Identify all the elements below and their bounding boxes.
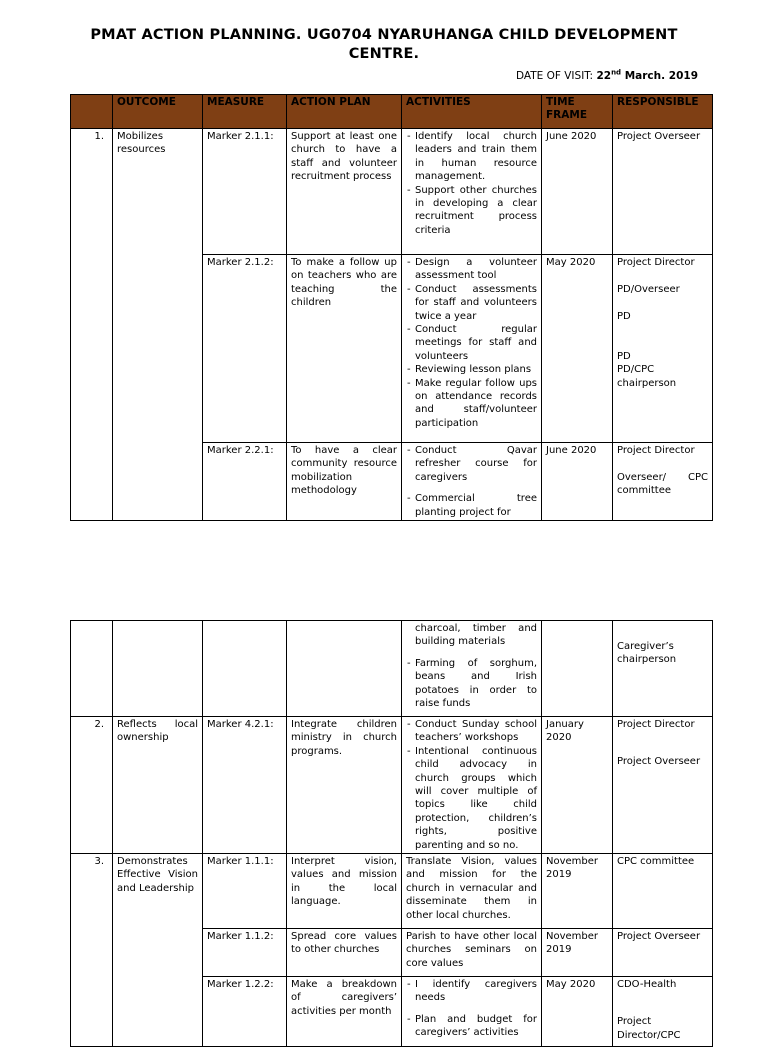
visit-day: 22 xyxy=(596,70,612,82)
responsible-cell xyxy=(613,977,713,1047)
responsible-entry: PD/Overseer xyxy=(617,283,680,295)
outcome-cell: Demonstrates Effective Vision and Leadership xyxy=(113,854,203,1047)
activity-item: - Conduct regular meetings for staff and volunteers xyxy=(406,323,537,363)
responsible-entry: PD/CPC chairperson xyxy=(617,364,677,389)
col-header-responsible: RESPONSIBLE xyxy=(613,95,713,129)
document-title: PMAT ACTION PLANNING. UG0704 NYARUHANGA CHILD DEVELOPMENT CENTRE. xyxy=(90,27,678,62)
activity-item: - Design a volunteer assessment tool xyxy=(406,256,537,283)
activities-cell: Translate Vision, values and mission for the church in vernacular and disseminate them in other local churches. xyxy=(402,854,542,929)
row-number: 2. xyxy=(71,717,113,854)
responsible-entry: Overseer/ CPC committee xyxy=(617,471,708,497)
action-plan-cell: Interpret vision, values and mission in the local language. xyxy=(287,854,402,929)
time-frame-cell: January 2020 xyxy=(542,717,613,854)
responsible-entry: Caregiver’s chairperson xyxy=(617,641,677,666)
col-header-outcome: OUTCOME xyxy=(113,95,203,129)
activities-cell xyxy=(402,129,542,255)
activity-item: - Support other churches in developing a clear recruitment process criteria xyxy=(406,184,537,238)
time-frame-cell: May 2020 xyxy=(542,255,613,443)
activities-cell xyxy=(402,621,542,717)
action-plan-table-page-2 xyxy=(70,620,713,1047)
responsible-cell xyxy=(613,443,713,521)
measure-cell: Marker 1.1.2: xyxy=(203,929,287,977)
responsible-entry: Project Overseer xyxy=(617,756,701,768)
responsible-cell: CPC committee xyxy=(613,854,713,929)
action-plan-cell: To make a follow up on teachers who are teaching the children xyxy=(287,255,402,443)
col-header-number xyxy=(71,95,113,129)
time-frame-cell: November 2019 xyxy=(542,854,613,929)
measure-cell: Marker 4.2.1: xyxy=(203,717,287,854)
time-frame-cell: June 2020 xyxy=(542,129,613,255)
activity-item: - Commercial tree planting project for xyxy=(406,492,537,519)
responsible-cell xyxy=(613,621,713,717)
activity-item: - Reviewing lesson plans xyxy=(406,363,537,376)
activity-item: - Identify local church leaders and train them in human resource management. xyxy=(406,130,537,184)
visit-label: DATE OF VISIT: xyxy=(515,70,594,82)
visit-suffix: nd xyxy=(611,68,622,77)
responsible-entry: PD xyxy=(617,310,631,322)
table-row xyxy=(71,621,713,717)
table-row xyxy=(71,717,713,854)
responsible-cell: Project Overseer xyxy=(613,929,713,977)
col-header-time-frame: TIME FRAME xyxy=(542,95,613,129)
table-header-row xyxy=(71,95,713,129)
activity-item: - Intentional continuous child advocacy in church groups which will cover multiple of topics like child protection, children’s rights, positive parenting and so no. xyxy=(406,745,537,852)
responsible-entry: Project Director xyxy=(617,719,695,730)
action-plan-cell: Spread core values to other churches xyxy=(287,929,402,977)
activity-item: - Farming of sorghum, beans and Irish potatoes in order to raise funds xyxy=(406,657,537,711)
measure-cell: Marker 2.1.2: xyxy=(203,255,287,443)
action-plan-cell: Support at least one church to have a staff and volunteer recruitment process xyxy=(287,129,402,255)
row-number: 3. xyxy=(71,854,113,1047)
visit-month-year: March. 2019 xyxy=(624,70,698,82)
outcome-cell: Mobilizes resources xyxy=(113,129,203,521)
responsible-entry: Project Director/CPC xyxy=(617,1016,681,1041)
col-header-activities: ACTIVITIES xyxy=(402,95,542,129)
responsible-entry: Project Director xyxy=(617,445,695,456)
activity-item: - Conduct Sunday school teachers’ workshops xyxy=(406,718,537,745)
activity-item: - Conduct assessments for staff and volunteers twice a year xyxy=(406,283,537,323)
time-frame-cell: November 2019 xyxy=(542,929,613,977)
activity-item: - Make regular follow ups on attendance records and staff/volunteer participation xyxy=(406,377,537,431)
measure-cell: Marker 2.2.1: xyxy=(203,443,287,521)
activity-item: - Plan and budget for caregivers’ activities xyxy=(406,1013,537,1040)
responsible-entry: CDO-Health xyxy=(617,979,677,991)
col-header-measure: MEASURE xyxy=(203,95,287,129)
col-header-action-plan: ACTION PLAN xyxy=(287,95,402,129)
table-row xyxy=(71,854,713,929)
row-number: 1. xyxy=(71,129,113,521)
responsible-entry: Project Director xyxy=(617,257,695,268)
activities-cell xyxy=(402,443,542,521)
responsible-entry: PD xyxy=(617,350,631,362)
action-plan-cell: Make a breakdown of caregivers’ activities per month xyxy=(287,977,402,1047)
time-frame-cell: June 2020 xyxy=(542,443,613,521)
activity-item: - I identify caregivers needs xyxy=(406,978,537,1005)
responsible-cell xyxy=(613,717,713,854)
activities-cell xyxy=(402,977,542,1047)
activities-cell: Parish to have other local churches seminars on core values xyxy=(402,929,542,977)
activity-item: - Conduct Qavar refresher course for caregivers xyxy=(406,444,537,484)
date-of-visit xyxy=(516,70,698,82)
table-row xyxy=(71,129,713,255)
activities-cell xyxy=(402,717,542,854)
action-plan-cell: To have a clear community resource mobilization methodology xyxy=(287,443,402,521)
measure-cell: Marker 2.1.1: xyxy=(203,129,287,255)
time-frame-cell: May 2020 xyxy=(542,977,613,1047)
outcome-cell: Reflects local ownership xyxy=(113,717,203,854)
responsible-cell: Project Overseer xyxy=(613,129,713,255)
action-plan-cell: Integrate children ministry in church programs. xyxy=(287,717,402,854)
activities-cell xyxy=(402,255,542,443)
measure-cell: Marker 1.2.2: xyxy=(203,977,287,1047)
measure-cell: Marker 1.1.1: xyxy=(203,854,287,929)
action-plan-table-page-1 xyxy=(70,94,713,521)
responsible-cell xyxy=(613,255,713,443)
activity-item-continued: charcoal, timber and building materials xyxy=(415,623,537,648)
